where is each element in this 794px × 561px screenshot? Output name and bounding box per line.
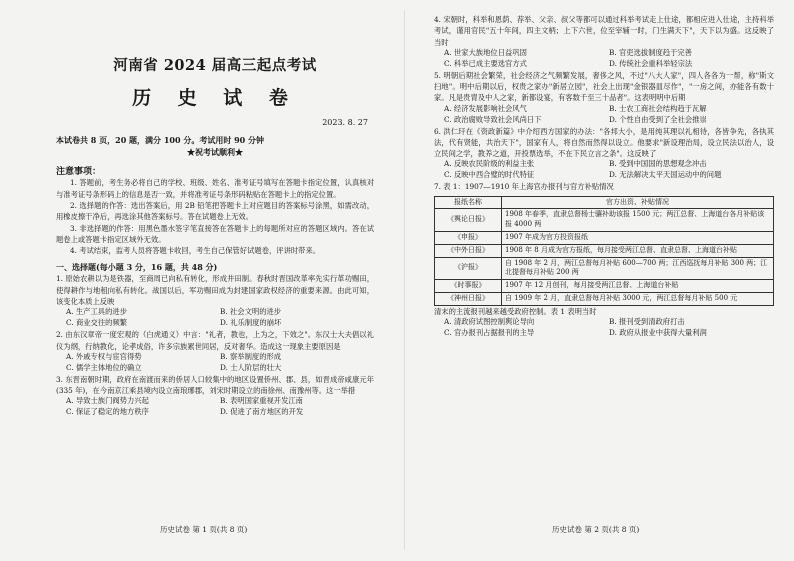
option-c: C. 商业交往的频繁: [66, 318, 128, 328]
table-row: [435, 244, 774, 257]
table-cell-name: 《神州日报》: [435, 292, 502, 305]
table-cell-desc: 1908 年 8 月成为官方报纸，每月接受两江总督、直隶总督、上海道台补贴: [502, 244, 774, 257]
table-header: 报纸名称: [435, 196, 502, 209]
table-cell-desc: 1907 年 12 月创刊，每月接受两江总督、上海道台补贴: [502, 280, 774, 293]
table-row: [435, 280, 774, 293]
exam-info: 本试卷共 8 页，20 题，满分 100 分。考试用时 90 分钟: [56, 135, 265, 145]
section-heading: 一、选择题(每小题 3 分，16 题，共 48 分): [56, 262, 218, 273]
option-c: C. 儒学主体地位的确立: [66, 362, 142, 372]
option-c: C. 官办报刊占据报刊的主导: [444, 328, 535, 337]
option-d: D. 无法解决太平天国运动中的问题: [609, 170, 722, 180]
question-stem: 6. 洪仁玕在《资政新篇》中介绍西方国家的办法："各邦大小，是用纯其理以礼相待，各皆争先，各执其法，代有贤能，共治天下"，国家有人，将自然而然得以设立。他要求"新设理治局，设立民法以治人，设立民间之学，教养之道，开投票选举，不在下民立言之条"。这反映了: [434, 126, 774, 159]
question-options: [434, 104, 774, 126]
table-cell-desc: 自 1909 年 2 月，直隶总督每月补贴 3000 元，两江总督每月补贴 500 元: [502, 292, 774, 305]
option-b: B. 官吏选拔制度趋于完善: [609, 47, 692, 57]
table-row: [435, 292, 774, 305]
good-luck-line: ★祝考试顺利★: [187, 147, 243, 158]
question-5: [434, 70, 774, 126]
question-3: [56, 374, 374, 418]
option-d: D. 传统社会重科举轻宗法: [609, 58, 693, 68]
option-a: A. 清政府试图控制舆论导向: [444, 317, 535, 327]
option-b: B. 表明国家重视开发江南: [220, 396, 303, 406]
question-stem: 1. 原始农耕以为是铁器，至商周已向私有转化，形成井田制。春秋时晋国改革率先实行革功赐田，使得耕作与地租向私有转化。战国以后，军功赐田成为封建国家政权经济的重要来源。由此可知，该变化本质上反映: [56, 274, 374, 307]
option-d: D. 礼乐制度的崩坏: [220, 318, 282, 328]
question-options: [56, 352, 374, 374]
table-cell-name: 《中外日报》: [435, 244, 502, 257]
question-6: [434, 126, 774, 182]
option-c: C. 反映中西合璧的时代特征: [444, 170, 535, 180]
option-b: B. 士农工商社会结构趋于瓦解: [609, 103, 707, 113]
table-cell-name: 《申报》: [435, 231, 502, 244]
option-d: D. 士人阶层的壮大: [220, 362, 282, 372]
notice-item: 4. 考试结束，监考人员将答题卡收回，考生自己保管好试题卷，评讲时带来。: [70, 246, 321, 256]
question-stem: 3. 东晋南朝时期，政府在南渡而来的侨居人口较集中的地区设置侨州、郡、县，如晋成帝咸康元年(335 年)，在今南京江乘县境内设立南琅琊郡，刘宋时期设立的南徐州、南豫州等。这一举措: [56, 374, 374, 395]
notice-item: 2. 选择题的作答：选出答案后，用 2B 铅笔把答题卡上对应题目的答案标号涂黑，如需改动，用橡皮擦干净后，再选涂其他答案标号。答在试题卷上无效。: [56, 200, 374, 222]
option-a: A. 外戚专权与宦官得势: [66, 351, 142, 361]
question-stem: 2. 由东汉章帝一度宏观的（白虎通义）中言："礼者，教也，上为之，下效之"。东汉士大夫倡以礼仪为纲，行纳教化，论孝成俗，许多宗族累世同居，反对奢华。造成这一现象主要原因是: [56, 330, 374, 351]
table-cell-name: 《沪报》: [435, 257, 502, 280]
subsidy-table: [434, 196, 774, 306]
option-a: A. 经济发展影响社会风气: [444, 103, 527, 113]
table-cell-desc: 1908 年春季，直隶总督杨士骧补助该报 1500 元；两江总督、上海道台各月补贴该报 4000 两: [502, 209, 774, 232]
option-d: D. 政府从报业中获得大量利润: [609, 328, 707, 337]
question-options: [434, 48, 774, 70]
option-a: A. 反映农民阶级的利益主张: [444, 159, 535, 169]
option-b: B. 社会文明的进步: [220, 307, 282, 317]
option-c: C. 科举已成主要选官方式: [444, 58, 527, 68]
table-header-row: [435, 196, 774, 209]
table-cell-name: 《时事报》: [435, 280, 502, 293]
question-options: [434, 159, 774, 181]
option-b: B. 受到中国国的思想观念冲击: [609, 159, 707, 169]
page-footer: 历史试卷 第 1 页(共 8 页): [160, 525, 248, 534]
exam-title: 河南省 2024 届高三起点考试: [113, 57, 317, 74]
question-2: [56, 329, 374, 373]
table-cell-desc: 1907 年成为官方投资报纸: [502, 231, 774, 244]
option-a: A. 世家大族地位日益巩固: [444, 47, 527, 57]
right-page: [412, 0, 794, 561]
question-4: [434, 14, 774, 70]
question-tail: 清末的主流报刊越来越受政府控制。表 1 表明当时: [434, 306, 597, 316]
question-1: [56, 273, 374, 329]
question-stem: 4. 宋朝时，科举和恩荫、荐举、父亲、叔父等都可以通过科举考试走上仕途，都相应进入仕途，主持科举考试，谨用官民"五十年间，四主文柄；上下六世，位至宰辅一时，门生满天下"，天下以为盛。这反映了当时: [434, 15, 774, 47]
page-divider: [404, 10, 405, 550]
question-options: [434, 317, 774, 339]
page-footer: 历史试卷 第 2 页(共 8 页): [552, 525, 640, 534]
notice-item: 3. 非选择题的作答：用黑色墨水签字笔直接答在答题卡上的每题所对应的答题区域内。答在试题卷上或答题卡指定区域外无效。: [56, 223, 374, 244]
option-a: A. 生产工具的进步: [66, 307, 127, 317]
notice-item: 1. 答题前，考生务必将自己的学校、班级、姓名、准考证号填写在答题卡指定位置，认真核对与准考证号条形码上的信息是否一致，并将准考证号条形码粘贴在答题卡上的指定位置。: [56, 178, 374, 199]
exam-subtitle: 历 史 试 卷: [132, 87, 298, 109]
question-stem: 7. 表 1：1907—1910 年上海官办报刊与官方补贴情况: [434, 182, 614, 192]
notice-heading: 注意事项：: [56, 167, 102, 178]
table-cell-desc: 自 1908 年 2 月，两江总督每月补贴 600—700 两；江西巡抚每月补贴 300 两；江北提督每月补贴 200 两: [502, 257, 774, 280]
question-7: [434, 181, 774, 339]
option-c: C. 政治腐败导致社会风尚日下: [444, 114, 542, 124]
table-row: [435, 257, 774, 280]
table-cell-name: 《舆论日报》: [435, 209, 502, 232]
table-row: [435, 231, 774, 244]
option-d: D. 个性自由受到了全社会推崇: [609, 114, 707, 124]
option-d: D. 促进了南方地区的开发: [220, 407, 304, 417]
question-stem: 5. 明朝后期社会繁荣，社会经济之气频繁发展，奢侈之风，不过"八大人家"，四人各各为一帮，称"斯文扫地"。明中后期以后，权贵之家办"新居立园"，社会上出现"金银器皿尽作"，"一房之间，亦能各有数十家。凡是贵胄及中人之家，新都设宴，有客数千至三十品者"。这表明明中后期: [434, 70, 774, 103]
table-row: [435, 209, 774, 232]
option-c: C. 保证了稳定的地方秩序: [66, 407, 149, 417]
option-a: A. 导致士族门阀势力兴起: [66, 396, 149, 406]
option-b: B. 报刊受到清政府打击: [609, 317, 685, 327]
question-options: [56, 307, 374, 329]
option-b: B. 察举制度的形成: [220, 351, 282, 361]
table-header: 官方出资、补贴情况: [502, 196, 774, 209]
question-options: [56, 396, 374, 418]
exam-date: 2023. 8. 27: [322, 118, 368, 127]
